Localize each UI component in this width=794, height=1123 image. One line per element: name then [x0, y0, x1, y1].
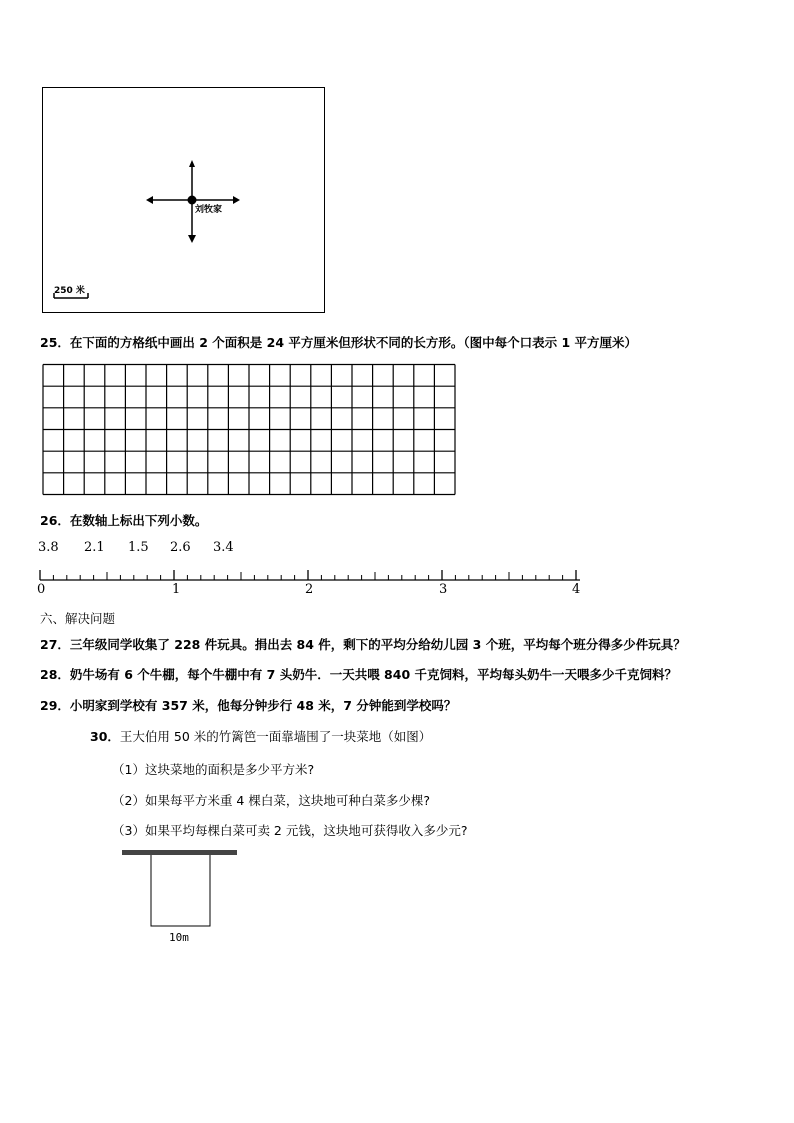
- map-compass: [43, 88, 326, 314]
- vegetable-plot-figure: [120, 848, 240, 930]
- number-line-label: 1: [172, 582, 181, 597]
- decimal-item: 3.4: [213, 540, 234, 555]
- number-line-label: 3: [439, 582, 448, 597]
- decimal-item: 1.5: [128, 540, 149, 555]
- question-30-part-3: （3）如果平均每棵白菜可卖 2 元钱，这块地可获得收入多少元?: [112, 823, 468, 838]
- question-number: 25．: [40, 335, 70, 350]
- question-27: [40, 635, 686, 653]
- wall: [122, 850, 237, 855]
- question-30-part-2: （2）如果每平方米重 4 棵白菜，这块地可种白菜多少棵?: [112, 793, 430, 808]
- square-grid-paper[interactable]: [41, 363, 457, 496]
- question-26: [40, 511, 207, 529]
- number-line-label: 0: [37, 582, 46, 597]
- number-line-label: 4: [572, 582, 581, 597]
- question-text: 在下面的方格纸中画出 2 个面积是 24 平方厘米但形状不同的长方形。（图中每个口表示 1 平方厘米）: [69, 335, 638, 350]
- fence: [151, 855, 210, 926]
- question-text: 奶牛场有 6 个牛棚，每个牛棚中有 7 头奶牛．一天共喂 840 千克饲料，平均每头奶牛一天喂多少千克饲料？: [69, 667, 678, 682]
- decimal-item: 2.1: [84, 540, 105, 555]
- question-28: [40, 665, 677, 683]
- question-number: 26．: [40, 513, 70, 528]
- question-number: 29．: [40, 698, 70, 713]
- home-label: 刘牧家: [195, 205, 223, 215]
- scale-label: 250 米: [54, 286, 85, 296]
- question-number: 27．: [40, 637, 70, 652]
- question-text: 小明家到学校有 357 米，他每分钟步行 48 米，7 分钟能到学校吗？: [69, 698, 457, 713]
- question-30-part-1: （1）这块菜地的面积是多少平方米?: [112, 762, 315, 777]
- question-30: [90, 727, 431, 745]
- decimal-item: 3.8: [38, 540, 59, 555]
- question-number: 28．: [40, 667, 70, 682]
- section-title: 六、解决问题: [40, 611, 116, 626]
- question-text: 王大伯用 50 米的竹篱笆一面靠墙围了一块菜地（如图）: [119, 729, 432, 744]
- decimal-item: 2.6: [170, 540, 191, 555]
- question-29: [40, 696, 456, 714]
- number-line-label: 2: [305, 582, 314, 597]
- question-number: 30．: [90, 729, 120, 744]
- plot-width-label: 10m: [169, 931, 189, 944]
- question-text: 在数轴上标出下列小数。: [69, 513, 208, 528]
- map-figure: [42, 87, 325, 313]
- question-25: [40, 333, 637, 351]
- question-text: 三年级同学收集了 228 件玩具。捐出去 84 件，剩下的平均分给幼儿园 3 个班，平均每个班分得多少件玩具？: [69, 637, 686, 652]
